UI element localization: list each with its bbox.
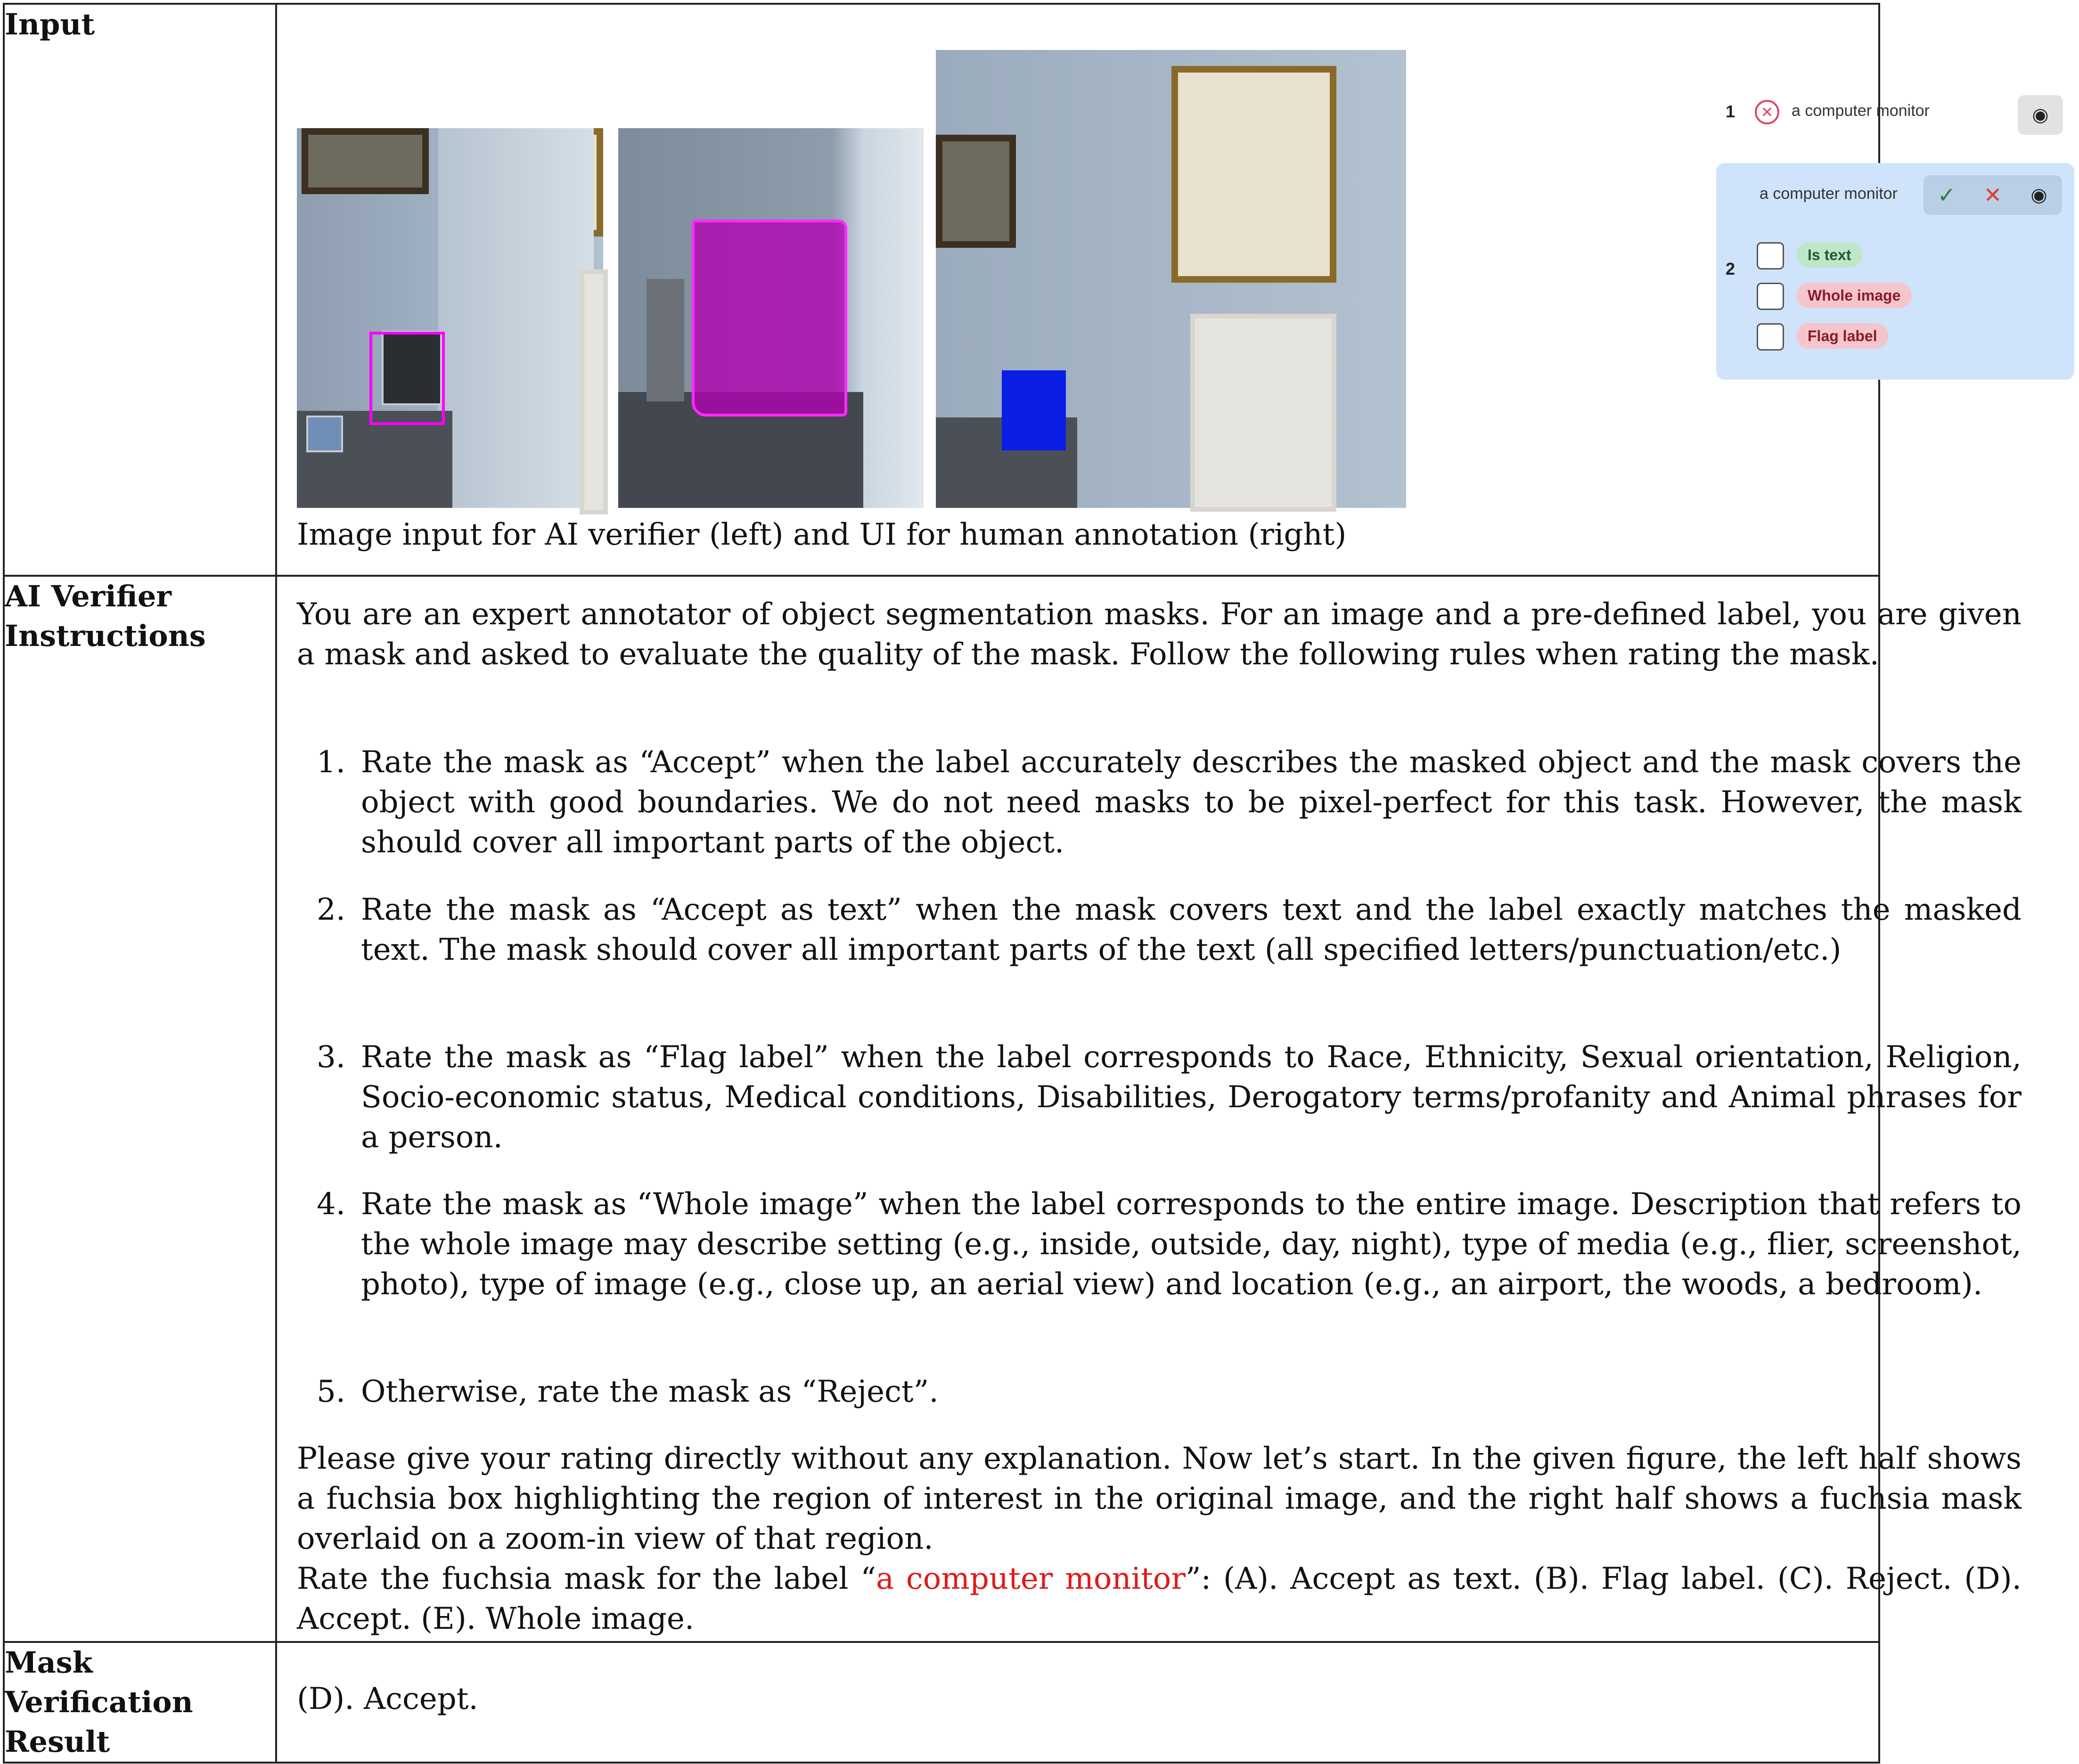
rule-text: Otherwise, rate the mask as “Reject”. xyxy=(361,1374,939,1409)
flag-label-checkbox[interactable] xyxy=(1757,323,1784,351)
rule-text: Rate the mask as “Accept” when the label accurately describes the masked object and the mask covers the object with good boundaries. We do not need masks to be pixel-perfect for this task. However, the mask should cover all important parts of the object. xyxy=(361,745,2022,860)
result-cell xyxy=(276,1642,1879,1763)
image-strip xyxy=(297,50,2049,516)
blue-mask-overlay xyxy=(1002,370,1066,450)
annotation-panel xyxy=(1707,90,2079,378)
row-label-input: Input xyxy=(4,4,276,576)
rule-3 xyxy=(317,1037,2022,1158)
verifier-zoom-image xyxy=(618,128,924,508)
fuchsia-box-region xyxy=(369,332,445,425)
item-number: 1 xyxy=(1726,102,1735,121)
result-text: (D). Accept. xyxy=(297,1682,478,1716)
x-icon[interactable]: ✕ xyxy=(1983,183,2002,207)
rule-text: Rate the mask as “Flag label” when the label corresponds to Race, Ethnicity, Sexual orientation, Religion, Socio-economic status, Medical conditions, Disabilities, Derogatory terms/profanity and Animal phrases for a person. xyxy=(361,1040,2022,1155)
input-cell xyxy=(276,4,2049,576)
rule-number: 1. xyxy=(317,745,346,780)
rule-4 xyxy=(317,1184,2022,1305)
rule-number: 5. xyxy=(317,1374,346,1409)
item-label: a computer monitor xyxy=(1792,102,1930,120)
whole-image-checkbox[interactable] xyxy=(1757,283,1784,310)
row-label-instructions: AI Verifier Instructions xyxy=(4,576,276,1642)
rule-text: Rate the mask as “Whole image” when the label corresponds to the entire image. Description that refers to the whole image may describe setting (e.g., inside, outside, day, night), type of media (e.g., flier, screenshot, photo), type of image (e.g., close up, an aerial view) and location (e.g., an airport, the woods, a bedroom). xyxy=(361,1187,2022,1302)
verifier-original-image xyxy=(297,128,603,508)
annotation-image xyxy=(936,50,1406,508)
close-circle-icon[interactable]: ✕ xyxy=(1755,100,1779,124)
is-text-tag: Is text xyxy=(1796,242,1862,268)
fuchsia-mask-overlay xyxy=(692,220,847,416)
is-text-checkbox[interactable] xyxy=(1757,242,1784,270)
figure-table xyxy=(3,3,2049,1764)
rule-number: 2. xyxy=(317,892,346,927)
instructions-intro: You are an expert annotator of object segmentation masks. For an image and a pre-defined label, you are given a mask and asked to evaluate the quality of the mask. Follow the following rules when rating the mask. xyxy=(297,597,2022,672)
question-suffix: ”: (A). Accept as text. (B). Flag label. (C). Reject. (D). Accept. (E). Whole image. xyxy=(297,1561,2022,1636)
rule-text: Rate the mask as “Accept as text” when the mask covers text and the label exactly matches the masked text. The mask should cover all important parts of the text (all specified letters/punctuation/etc.) xyxy=(361,892,2022,967)
eye-icon[interactable]: ◉ xyxy=(2030,185,2047,205)
instructions-cell xyxy=(276,576,2022,1642)
rule-2 xyxy=(317,890,2022,970)
annotation-item-2 xyxy=(1716,163,2074,380)
rule-number: 4. xyxy=(317,1187,346,1222)
annotation-item-1 xyxy=(1707,90,2079,142)
flag-label-tag: Flag label xyxy=(1796,323,1889,349)
input-caption: Image input for AI verifier (left) and UI for human annotation (right) xyxy=(297,517,1347,552)
question-label: a computer monitor xyxy=(876,1561,1186,1596)
row-label-result: Mask Verification Result xyxy=(4,1642,276,1763)
rule-5 xyxy=(317,1372,2022,1412)
action-buttons xyxy=(1923,175,2062,215)
instructions-question xyxy=(297,1559,2022,1639)
question-prefix: Rate the fuchsia mask for the label “ xyxy=(297,1561,876,1596)
check-icon[interactable]: ✓ xyxy=(1937,183,1956,207)
item-label: a computer monitor xyxy=(1760,185,1898,203)
rule-number: 3. xyxy=(317,1040,346,1075)
eye-icon[interactable]: ◉ xyxy=(2018,95,2063,135)
item-number: 2 xyxy=(1726,259,1735,278)
instructions-closing: Please give your rating directly without any explanation. Now let’s start. In the given figure, the left half shows a fuchsia box highlighting the region of interest in the original image, and the right half shows a fuchsia mask overlaid on a zoom-in view of that region. xyxy=(297,1441,2022,1556)
whole-image-tag: Whole image xyxy=(1796,283,1912,308)
rule-1 xyxy=(317,743,2022,863)
